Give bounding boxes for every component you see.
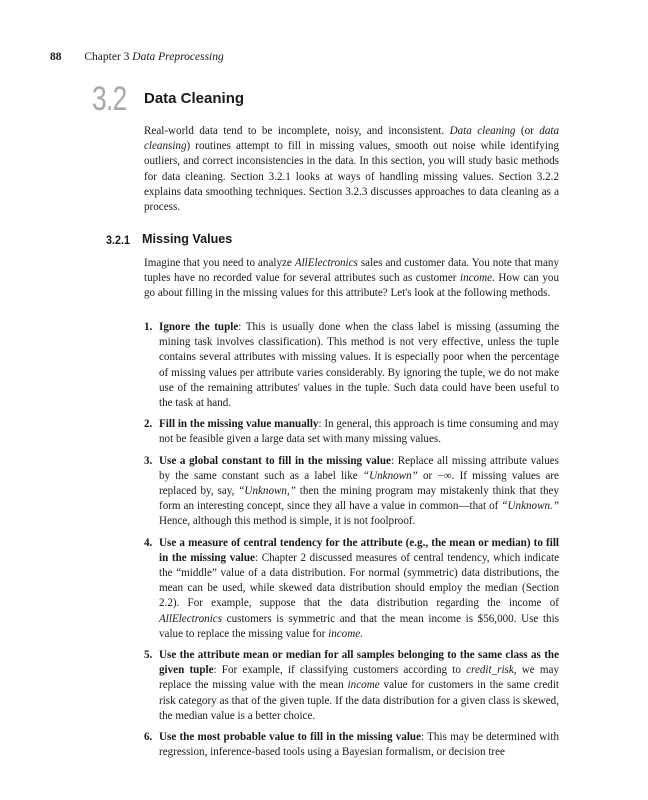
- list-item: 5. Use the attribute mean or median for all samples belonging to the same class as the given tuple: For example, if classifying customers according to credit_risk, we may replace the missing value with the mean income value for customers in the same credit risk category as that of the given tuple. If the data distribution for a given class is skewed, the median value is a better choice.: [144, 649, 559, 722]
- page-number: 88: [50, 51, 62, 63]
- subsection-title: Missing Values: [142, 232, 233, 246]
- method-list: [144, 320, 559, 766]
- list-item: 6. Use the most probable value to fill in the missing value: This may be determined with regression, inference-based tools using a Bayesian formalism, or decision tree: [144, 731, 559, 759]
- list-item: 2. Fill in the missing value manually: In general, this approach is time consuming and may not be feasible given a large data set with many missing values.: [144, 418, 559, 446]
- list-item: 4. Use a measure of central tendency for the attribute (e.g., the mean or median) to fill in the missing value: Chapter 2 discussed measures of central tendency, which indicate the “middle” value of a data distribution. For normal (symmetric) data distributions, the mean can be used, while skewed data distribution should employ the median (Section 2.2). For example, suppose that the data distribution regarding the income of AllElectronics customers is symmetric and that the mean income is $56,000. Use this value to replace the missing value for income.: [144, 536, 559, 640]
- subsection-intro-paragraph: Imagine that you need to analyze AllElectronics sales and customer data. You note that many tuples have no recorded value for several attributes such as customer income. How can you go about filling in the missing values for this attribute? Let's look at the following methods.: [144, 257, 559, 300]
- section-title: Data Cleaning: [144, 90, 245, 107]
- subsection-number: 3.2.1: [106, 233, 131, 247]
- running-head: [50, 51, 224, 63]
- section-number: 3.2: [92, 80, 127, 118]
- section-intro-paragraph: Real-world data tend to be incomplete, noisy, and inconsistent. Data cleaning (or data cleansing) routines attempt to fill in missing values, smooth out noise while identifying outliers, and correct inconsistencies in the data. In this section, you will study basic methods for data cleaning. Section 3.2.1 looks at ways of handling missing values. Section 3.2.2 explains data smoothing techniques. Section 3.2.3 discusses approaches to data cleaning as a process.: [144, 125, 559, 214]
- chapter-label: Chapter 3: [84, 51, 130, 63]
- list-item: 3. Use a global constant to fill in the missing value: Replace all missing attribute values by the same constant such as a label like “Unknown” or −∞. If missing values are replaced by, say, “Unknown,” then the mining program may mistakenly think that they form an interesting concept, since they all have a value in common—that of “Unknown.” Hence, although this method is simple, it is not foolproof.: [144, 454, 560, 528]
- chapter-title: Data Preprocessing: [132, 51, 224, 63]
- list-item: 1. Ignore the tuple: This is usually done when the class label is missing (assuming the mining task involves classification). This method is not very effective, unless the tuple contains several attributes with missing values. It is especially poor when the percentage of missing values per attribute varies considerably. By ignoring the tuple, we do not make use of the remaining attributes' values in the tuple. Such data could have been useful to the task at hand.: [144, 321, 559, 410]
